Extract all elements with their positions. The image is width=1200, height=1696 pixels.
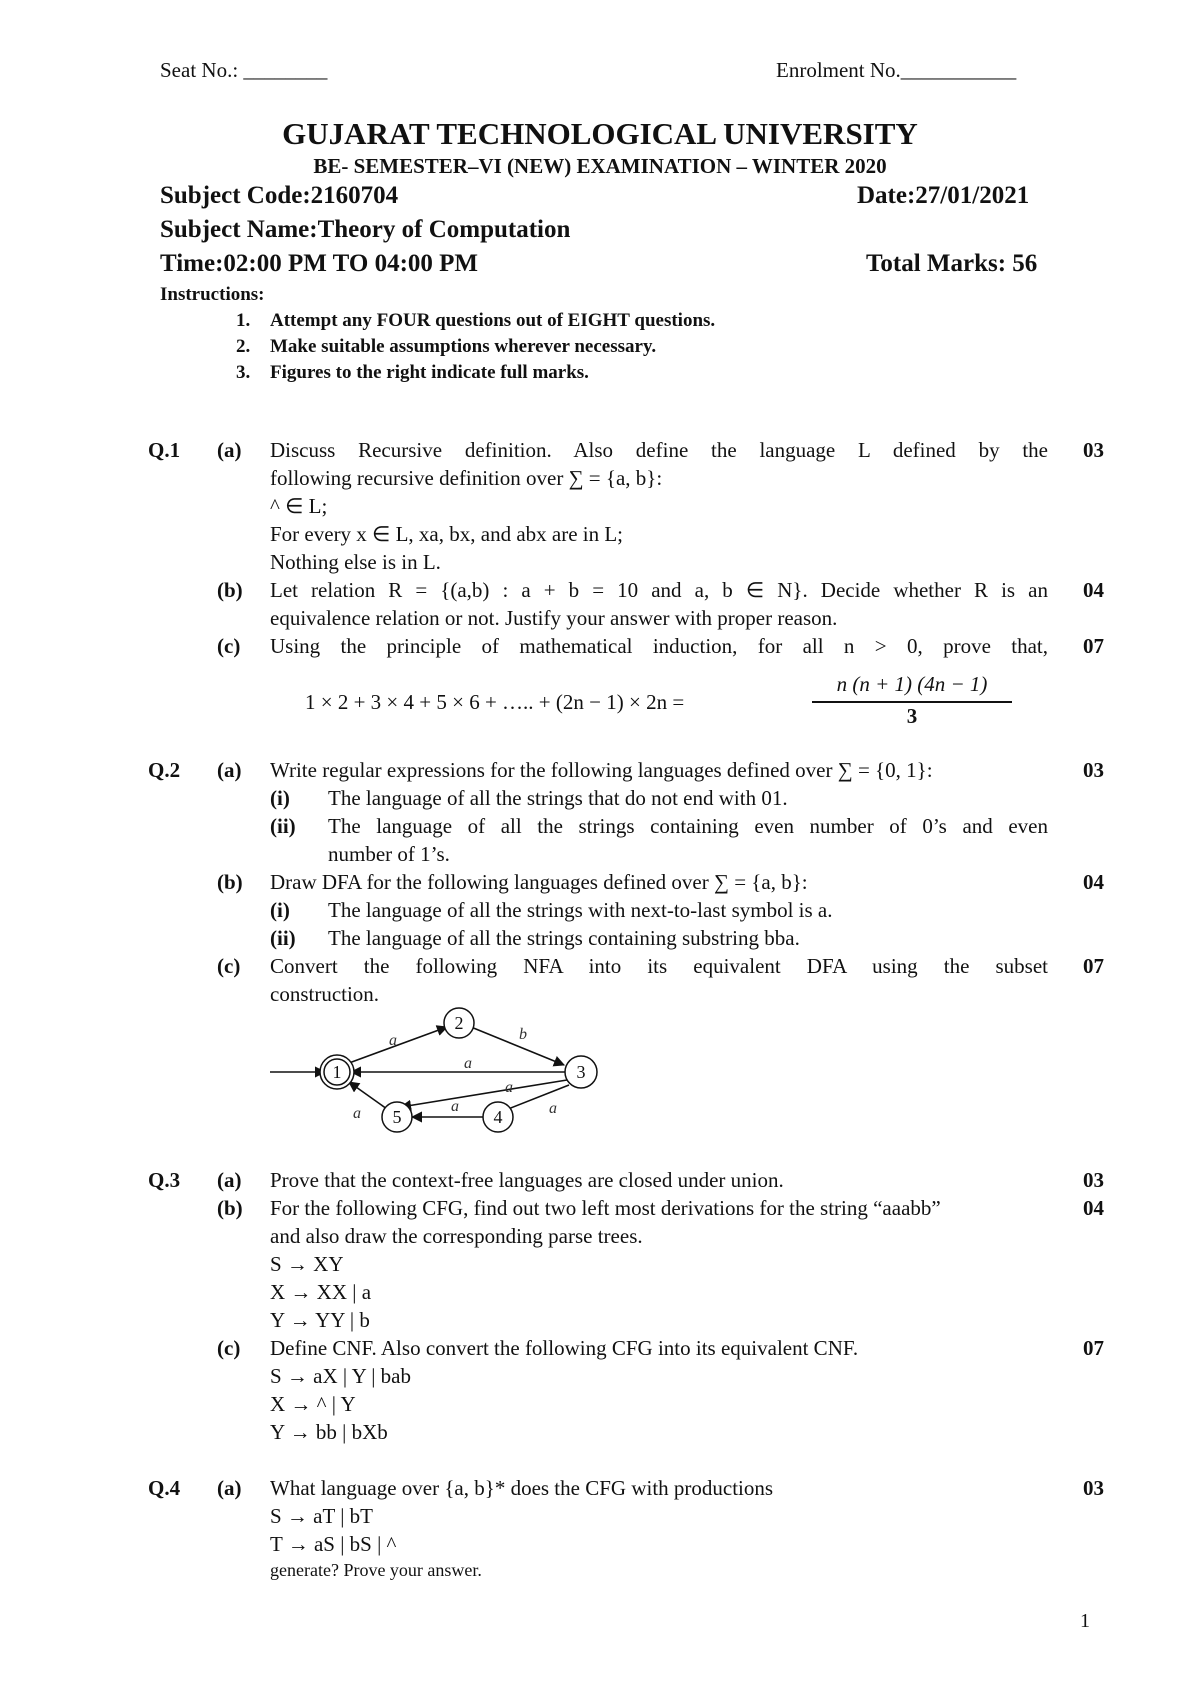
production-rule: T → aS | bS | ^ (270, 1532, 397, 1556)
q2c-marks: 07 (1083, 954, 1104, 978)
q1c-text: Using the principle of mathematical induction, for all n > 0, prove that, (270, 634, 1048, 658)
question-number: Q.1 (148, 438, 181, 462)
q2b-marks: 04 (1083, 870, 1104, 894)
subject-code: Subject Code:2160704 (160, 182, 399, 209)
q2a-marks: 03 (1083, 758, 1104, 782)
q1a-text: ^ ∈ L; (270, 494, 328, 518)
question-number: Q.3 (148, 1168, 181, 1192)
exam-title: BE- SEMESTER–VI (NEW) EXAMINATION – WINTER 2020 (313, 154, 887, 178)
instruction-number: 1. (236, 310, 251, 331)
q2a-ii-text: number of 1’s. (328, 842, 450, 866)
q1b-marks: 04 (1083, 578, 1104, 602)
q2a-ii-text: The language of all the strings containing even number of 0’s and even (328, 814, 1048, 838)
instruction-text: Attempt any FOUR questions out of EIGHT questions. (270, 310, 716, 331)
q1a-text: following recursive definition over ∑ = {a, b}: (270, 466, 663, 490)
subject-name: Subject Name:Theory of Computation (160, 216, 571, 243)
q1a-marks: 03 (1083, 438, 1104, 462)
sub-part-label: (i) (270, 786, 290, 810)
equation-lhs: 1 × 2 + 3 × 4 + 5 × 6 + ….. + (2n − 1) × 2n = (305, 690, 685, 714)
state-label: 1 (332, 1062, 342, 1082)
part-label: (b) (217, 1196, 243, 1220)
edge-label: a (505, 1079, 513, 1096)
production-rule: Y → YY | b (270, 1308, 370, 1332)
production-rule: S → XY (270, 1252, 344, 1276)
production-rule: X → ^ | Y (270, 1392, 356, 1416)
q4a-text: What language over {a, b}* does the CFG with productions (270, 1476, 774, 1500)
q4a-text: generate? Prove your answer. (270, 1560, 482, 1580)
total-marks: Total Marks: 56 (866, 250, 1038, 277)
production-rule: S → aT | bT (270, 1504, 373, 1528)
q4a-marks: 03 (1083, 1476, 1104, 1500)
q2a-i-text: The language of all the strings that do not end with 01. (328, 786, 788, 810)
instruction-number: 2. (236, 336, 251, 357)
part-label: (b) (217, 578, 243, 602)
fraction-bar (812, 701, 1012, 703)
state-label: 2 (454, 1013, 464, 1033)
page-number: 1 (1080, 1610, 1090, 1632)
production-rule: S → aX | Y | bab (270, 1364, 412, 1388)
q3b-marks: 04 (1083, 1196, 1104, 1220)
seat-number: Seat No.: ________ (160, 58, 328, 82)
edge-label: a (451, 1098, 459, 1115)
state-label: 4 (493, 1107, 503, 1127)
part-label: (b) (217, 870, 243, 894)
exam-date: Date:27/01/2021 (857, 182, 1030, 209)
edge-label: a (464, 1055, 472, 1072)
q1c-marks: 07 (1083, 634, 1104, 658)
q3c-marks: 07 (1083, 1336, 1104, 1360)
equation-denominator: 3 (906, 704, 918, 728)
q2b-i-text: The language of all the strings with next-to-last symbol is a. (328, 898, 833, 922)
part-label: (c) (217, 634, 241, 658)
q2b-text: Draw DFA for the following languages defined over ∑ = {a, b}: (270, 870, 808, 894)
university-title: GUJARAT TECHNOLOGICAL UNIVERSITY (282, 116, 918, 151)
q2c-text: construction. (270, 982, 380, 1006)
q1a-text: Discuss Recursive definition. Also define the language L defined by the (270, 438, 1048, 462)
q3a-text: Prove that the context-free languages are closed under union. (270, 1168, 784, 1192)
sub-part-label: (ii) (270, 814, 296, 838)
edge-label: b (519, 1026, 527, 1043)
sub-part-label: (ii) (270, 926, 296, 950)
production-rule: X → XX | a (270, 1280, 372, 1304)
q1a-text: For every x ∈ L, xa, bx, and abx are in L; (270, 522, 624, 546)
part-label: (a) (217, 1168, 242, 1192)
q1a-text: Nothing else is in L. (270, 550, 441, 574)
state-label: 3 (576, 1062, 586, 1082)
part-label: (a) (217, 1476, 242, 1500)
part-label: (c) (217, 1336, 241, 1360)
instruction-text: Figures to the right indicate full marks. (270, 362, 589, 383)
edge-label: a (549, 1100, 557, 1117)
instructions-label: Instructions: (160, 284, 265, 305)
part-label: (c) (217, 954, 241, 978)
q3b-text: For the following CFG, find out two left most derivations for the string “aaabb” (270, 1196, 941, 1220)
q1b-text: equivalence relation or not. Justify your answer with proper reason. (270, 606, 838, 630)
nfa-diagram (265, 1005, 610, 1140)
production-rule: Y → bb | bXb (270, 1420, 388, 1444)
edge-1-2 (349, 1027, 447, 1063)
instruction-number: 3. (236, 362, 251, 383)
question-number: Q.4 (148, 1476, 181, 1500)
q2c-text: Convert the following NFA into its equivalent DFA using the subset (270, 954, 1048, 978)
q1b-text: Let relation R = {(a,b) : a + b = 10 and a, b ∈ N}. Decide whether R is an (270, 578, 1048, 602)
edge-2-3 (471, 1027, 564, 1065)
edge-label: a (389, 1032, 397, 1049)
q3b-text: and also draw the corresponding parse trees. (270, 1224, 643, 1248)
state-label: 5 (392, 1107, 402, 1127)
q2a-text: Write regular expressions for the following languages defined over ∑ = {0, 1}: (270, 758, 933, 782)
edge-label: a (353, 1105, 361, 1122)
enrolment-number: Enrolment No.___________ (776, 58, 1017, 82)
edge-3-5 (401, 1080, 567, 1107)
question-number: Q.2 (148, 758, 181, 782)
instruction-text: Make suitable assumptions wherever necessary. (270, 336, 657, 357)
q3c-text: Define CNF. Also convert the following CFG into its equivalent CNF. (270, 1336, 859, 1360)
q3a-marks: 03 (1083, 1168, 1104, 1192)
q2b-ii-text: The language of all the strings containing substring bba. (328, 926, 800, 950)
part-label: (a) (217, 438, 242, 462)
sub-part-label: (i) (270, 898, 290, 922)
part-label: (a) (217, 758, 242, 782)
equation-numerator: n (n + 1) (4n − 1) (836, 672, 988, 696)
exam-time: Time:02:00 PM TO 04:00 PM (160, 250, 479, 277)
